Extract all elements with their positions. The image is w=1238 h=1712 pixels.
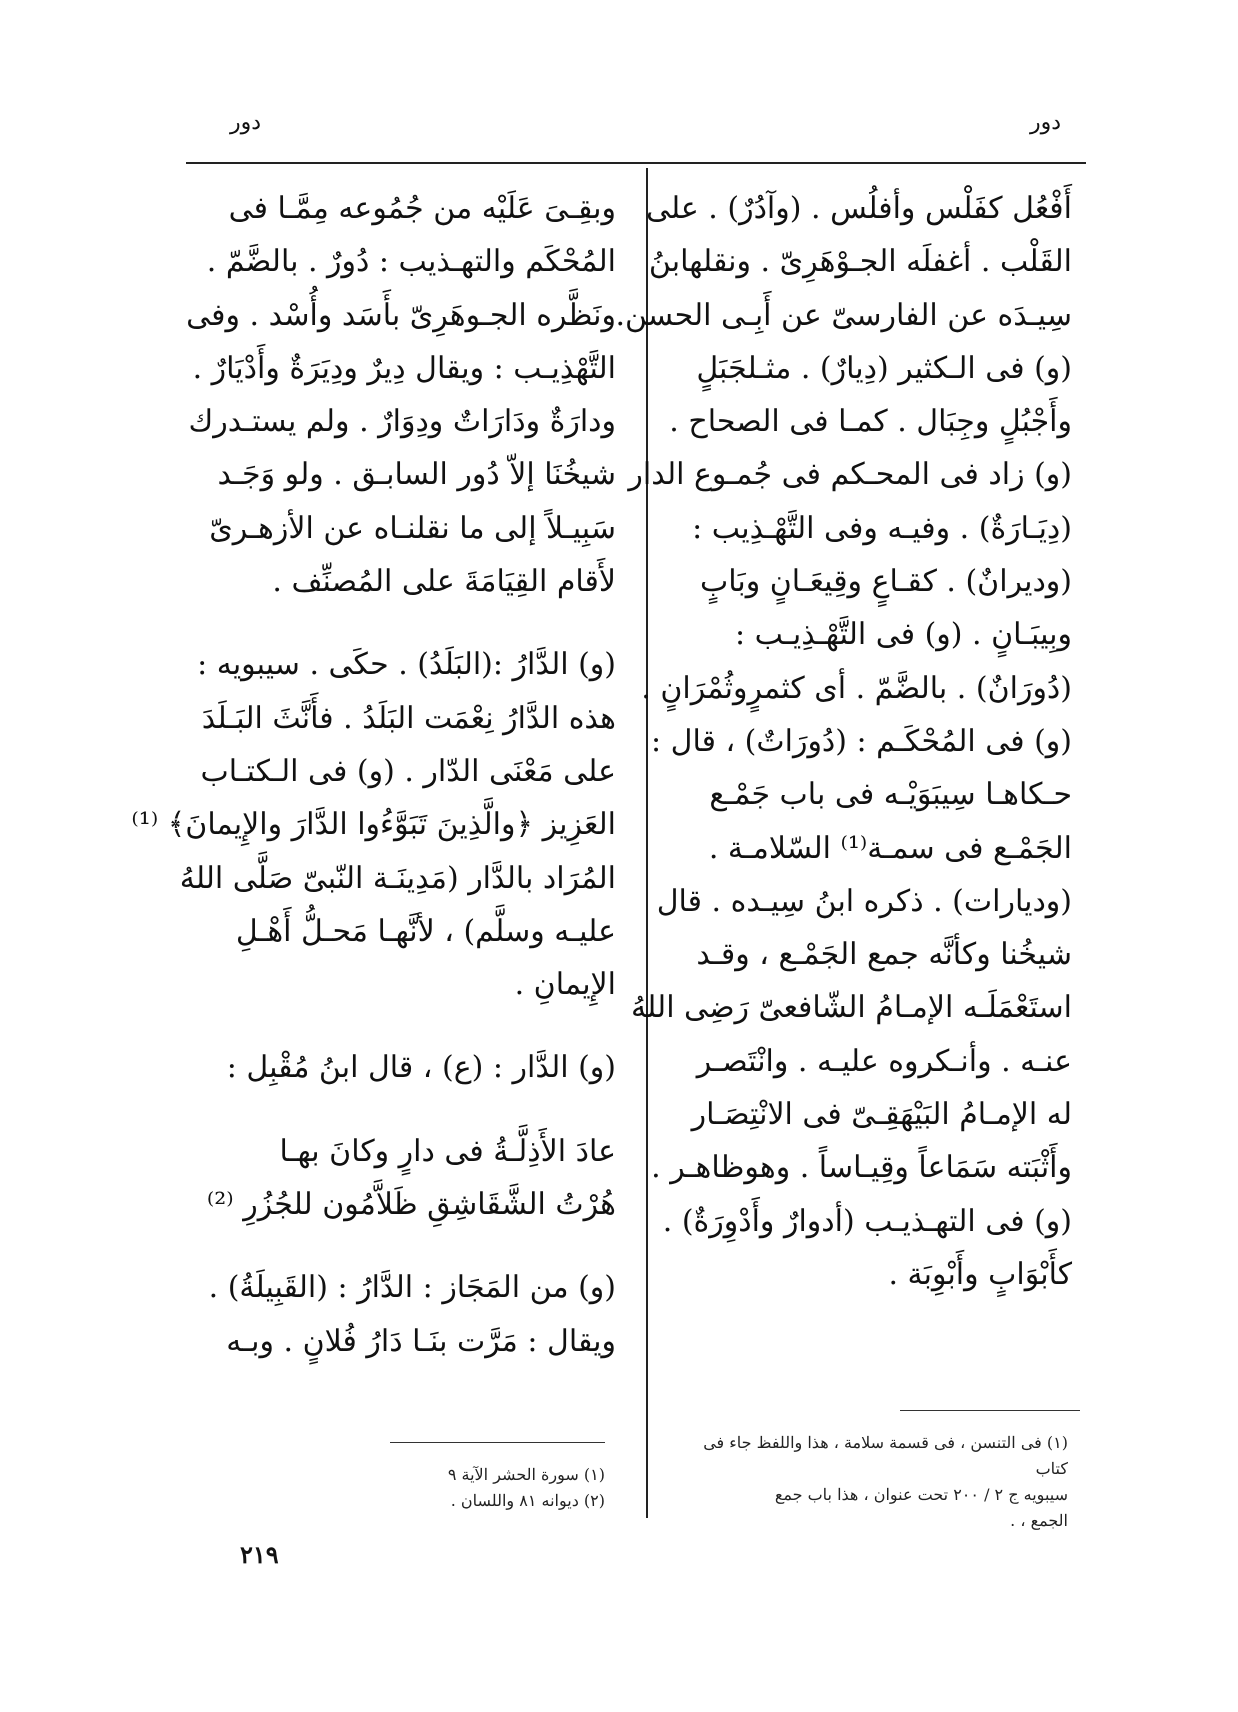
text-line: القَلْب . أغفلَه الجـوْهَرِىّ . ونقلهابنُ xyxy=(648,244,1072,280)
footnote: سيبويه ج ٢ / ٢٠٠ تحت عنوان ، هذا باب جمع xyxy=(774,1485,1068,1504)
text-line: (و) من المَجَاز : الدَّارُ : (القَبِيلَةُ) . xyxy=(208,1270,616,1306)
running-header-right: دور xyxy=(1030,110,1062,135)
text-line: لأَقام القِيَامَةَ على المُصنِّف . xyxy=(272,564,616,600)
header-rule xyxy=(186,162,1086,164)
text-line: عنـه . وأنـكروه عليـه . وانْتَصـر xyxy=(696,1043,1072,1079)
text-line: سِيـدَه عن الفارسىّ عن أَبِـى الحسن. xyxy=(615,297,1072,333)
text-line: هذه الدَّارُ نِعْمَت البَلَدُ . فأَنَّثَ البَـلَدَ xyxy=(201,700,616,736)
paragraph-gap xyxy=(178,1095,616,1125)
text-line: (وديرانٌ) . كقـاعٍ وقِيعَـانٍ وبَابٍ xyxy=(699,564,1072,600)
left-column xyxy=(131,182,616,1368)
text-line: على مَعْنَى الدّار . (و) فى الـكتـاب xyxy=(200,753,616,789)
text-line: وبقِـىَ عَلَيْه من جُمُوعه مِمَّـا فى xyxy=(228,191,616,226)
text-line: الجَمْـع فى سمـة⁽¹⁾ السّلامـة . xyxy=(708,830,1072,866)
text-line: ودارَةٌ ودَارَاتٌ ودِوَارٌ . ولم يستـدرك xyxy=(188,404,616,440)
text-line: المُحْكَم والتهـذيب : دُورٌ . بالضَّمّ . xyxy=(206,244,616,280)
text-line: (و) زاد فى المحـكم فى جُمـوع الدار xyxy=(628,457,1072,493)
paragraph-gap xyxy=(178,1011,616,1041)
footnote-rule-right xyxy=(900,1410,1080,1411)
text-line: (دُورَانٌ) . بالضَّمّ . أى كثمرٍوثُمْرَانٍ . xyxy=(641,670,1072,706)
text-line: (وديارات) . ذكره ابنُ سِيـده . قال xyxy=(656,883,1072,919)
footnote: الجمع ، . xyxy=(1010,1511,1068,1530)
text-line: (و) فى الـكثير (دِيارٌ) . مثـلجَبَلٍ xyxy=(696,350,1072,386)
text-line: المُرَاد بالدَّار (مَدِينَـة النّبىّ صَلَّى اللهُ xyxy=(179,860,616,896)
text-line: وبِيبَـانٍ . (و) فى التَّهْـذِيـب : xyxy=(735,617,1072,653)
text-line: التَّهْذِيـب : ويقال دِيرٌ ودِيَرَةٌ وأَدْيَارٌ . xyxy=(192,350,616,386)
text-line: شيخُنا وكأنَّه جمع الجَمْـع ، وقـد xyxy=(696,937,1072,973)
paragraph-gap xyxy=(178,608,616,638)
text-line: ونَظَّره الجـوهَرِىّ بأَسَد وأُسْد . وفى xyxy=(186,297,616,333)
text-line: سَبِيـلاً إلى ما نقلنـاه عن الأزهـرىّ xyxy=(209,510,616,546)
footnote: (١) فى التنسن ، فى قسمة سلامة ، هذا واللفظ جاء فى كتاب xyxy=(703,1433,1068,1478)
text-line: حـكاهـا سِيبَوَيْـه فى باب جَمْـع xyxy=(709,777,1072,813)
right-column xyxy=(615,182,1072,1301)
text-line: (و) فى التهـذيـب (أدوارٌ وأَدْوِرَةٌ) . xyxy=(662,1203,1072,1239)
text-line: ويقال : مَرَّت بنَـا دَارُ فُلانٍ . وبـه xyxy=(226,1323,616,1359)
text-line: كأَبْوَابٍ وأَبْوِبَة . xyxy=(888,1256,1072,1292)
column-divider xyxy=(646,168,648,1518)
text-line: أَفْعُل كفَلْس وأفلُس . (وآدُرٌ) . على xyxy=(645,191,1072,226)
text-line: وأَجْبُلٍ وجِبَال . كمـا فى الصحاح . xyxy=(669,404,1072,440)
footnotes-right xyxy=(668,1430,1068,1534)
footnotes-left xyxy=(360,1462,605,1514)
paragraph-gap xyxy=(178,1231,616,1261)
running-header-left: دور xyxy=(230,110,262,135)
text-line: (و) الدَّارُ :(البَلَدُ) . حكَى . سيبويه : xyxy=(197,647,616,683)
text-line: العَزِيز ﴿والَّذِينَ تَبَوَّءُوا الدَّارَ والإِيمانَ﴾ ⁽¹⁾ xyxy=(131,807,616,843)
text-line: الإِيمانِ . xyxy=(514,967,616,1003)
verse-line: هُرْتُ الشَّقَاشِقِ ظَلاَّمُون للجُزُرِ ⁽²⁾ xyxy=(206,1187,616,1223)
footnote-rule-left xyxy=(390,1442,605,1443)
text-line: له الإمـامُ البَيْهَقِـىّ فى الانْتِصَـار xyxy=(691,1097,1072,1133)
page-number: ٢١٩ xyxy=(240,1540,279,1569)
footnote: (٢) ديوانه ٨١ واللسان . xyxy=(450,1491,605,1510)
text-line: (دِيَـارَةٌ) . وفيـه وفى التَّهْـذِيب : xyxy=(692,510,1072,546)
verse-line: عادَ الأَذِلَّـةُ فى دارٍ وكانَ بهـا xyxy=(279,1133,616,1169)
text-line: عليـه وسلَّم) ، لأنَّهـا مَحـلُّ أَهْـلِ xyxy=(235,913,616,949)
footnote: (١) سورة الحشر الآية ٩ xyxy=(447,1465,605,1484)
text-line: شيخُنَا إلاّ دُور السابـق . ولو وَجَـد xyxy=(217,457,616,493)
text-line: وأَثْبَته سَمَاعاً وقِيـاساً . وهوظاهـر . xyxy=(651,1150,1072,1186)
text-line: (و) الدَّار : (ع) ، قال ابنُ مُقْبِل : xyxy=(226,1050,616,1086)
text-line: استَعْمَلَـه الإمـامُ الشّافعىّ رَضِى اللهُ xyxy=(631,990,1072,1026)
text-line: (و) فى المُحْكَـم : (دُورَاتٌ) ، قال : xyxy=(651,723,1072,759)
